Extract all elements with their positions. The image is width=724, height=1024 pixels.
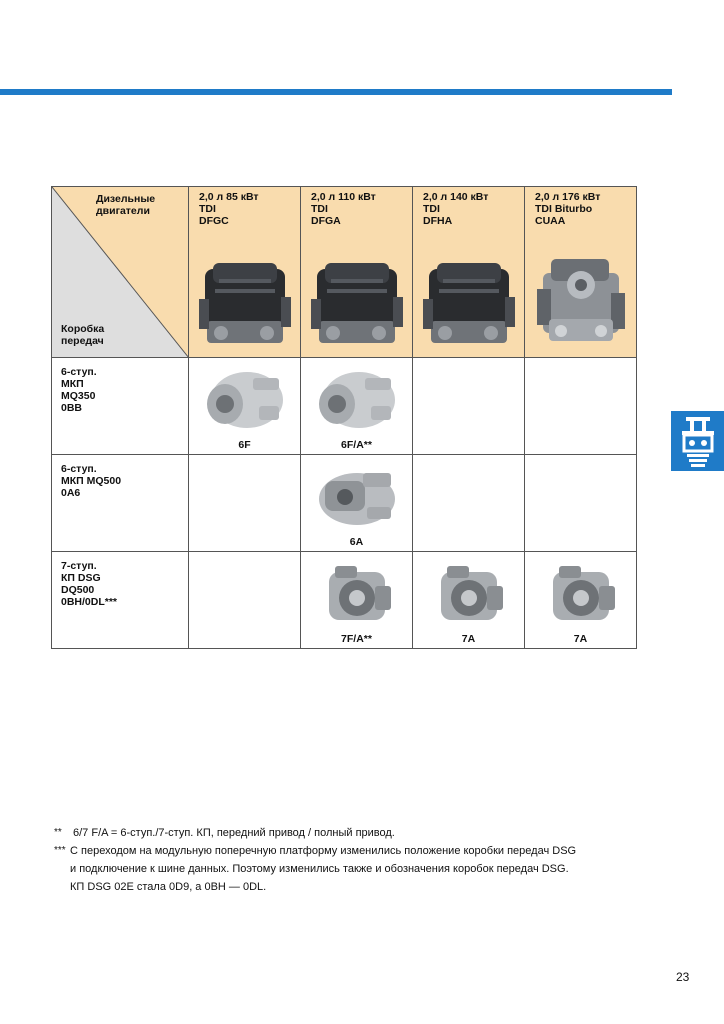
matrix-cell (189, 358, 301, 455)
manual-gearbox-image (315, 463, 399, 529)
dsg-gearbox-image (539, 560, 623, 626)
matrix-cell (301, 358, 413, 455)
matrix-cell (301, 552, 413, 649)
corner-gearbox-label: Коробка передач (61, 323, 105, 347)
matrix-cell-empty (413, 455, 525, 552)
footnote-2-line-3: КП DSG 02E стала 0D9, а 0BH — 0DL. (70, 881, 267, 893)
gearbox-row-label-1 (52, 358, 189, 455)
dsg-gearbox-image (315, 560, 399, 626)
section-tab[interactable] (671, 411, 724, 471)
gearbox-code: 6A (349, 536, 364, 548)
engine-image (307, 249, 407, 353)
matrix-cell (525, 552, 637, 649)
gearbox-code: 7A (573, 633, 588, 645)
top-accent-bar (0, 89, 672, 95)
footnote-1-mark: ** (54, 827, 62, 838)
dsg-gearbox-image (427, 560, 511, 626)
gearbox-label: 7-ступ. КП DSG DQ500 0BH/0DL*** (61, 560, 118, 608)
engine-gearbox-matrix (51, 186, 637, 649)
engine-header-1 (189, 187, 301, 358)
engine-section-icon (671, 411, 724, 471)
footnote-2-line-2: и подключение к шине данных. Поэтому изменились также и обозначения коробок передач DSG. (70, 863, 569, 875)
footnotes (54, 824, 654, 896)
gearbox-code: 6F/A** (341, 439, 372, 451)
matrix-cell-empty (189, 552, 301, 649)
engine-header-2 (301, 187, 413, 358)
gearbox-code: 7A (461, 633, 476, 645)
gearbox-row-label-3 (52, 552, 189, 649)
matrix-cell-empty (189, 455, 301, 552)
matrix-cell (301, 455, 413, 552)
footnote-1-text: 6/7 F/A = 6-ступ./7-ступ. КП, передний привод / полный привод. (73, 827, 395, 839)
corner-header (52, 187, 189, 358)
footnote-2-line-1: С переходом на модульную поперечную платформу изменились положение коробки передач DSG (70, 845, 577, 857)
matrix-cell-empty (525, 455, 637, 552)
manual-gearbox-image (203, 366, 287, 432)
engine-image (531, 249, 631, 353)
gearbox-label: 6-ступ. МКП MQ350 0BB (61, 366, 97, 414)
gearbox-row-label-2 (52, 455, 189, 552)
page-number: 23 (676, 970, 690, 984)
engine-header-3 (413, 187, 525, 358)
footnote-2-mark: *** (54, 845, 66, 856)
engine-label: 2,0 л 176 кВт TDI Biturbo CUAA (535, 191, 601, 227)
engine-header-4 (525, 187, 637, 358)
matrix-cell-empty (525, 358, 637, 455)
engine-label: 2,0 л 110 кВт TDI DFGA (311, 191, 376, 227)
matrix-cell (413, 552, 525, 649)
engine-label: 2,0 л 140 кВт TDI DFHA (423, 191, 489, 227)
engine-image (195, 249, 295, 353)
matrix-cell-empty (413, 358, 525, 455)
corner-engines-label: Дизельные двигатели (96, 193, 156, 217)
footnote-1 (54, 824, 654, 842)
engine-image (419, 249, 519, 353)
gearbox-code: 7F/A** (341, 633, 372, 645)
gearbox-label: 6-ступ. МКП MQ500 0A6 (61, 463, 122, 499)
gearbox-code: 6F (238, 439, 251, 451)
manual-gearbox-image (315, 366, 399, 432)
footnote-2 (54, 842, 654, 896)
engine-label: 2,0 л 85 кВт TDI DFGC (199, 191, 259, 227)
